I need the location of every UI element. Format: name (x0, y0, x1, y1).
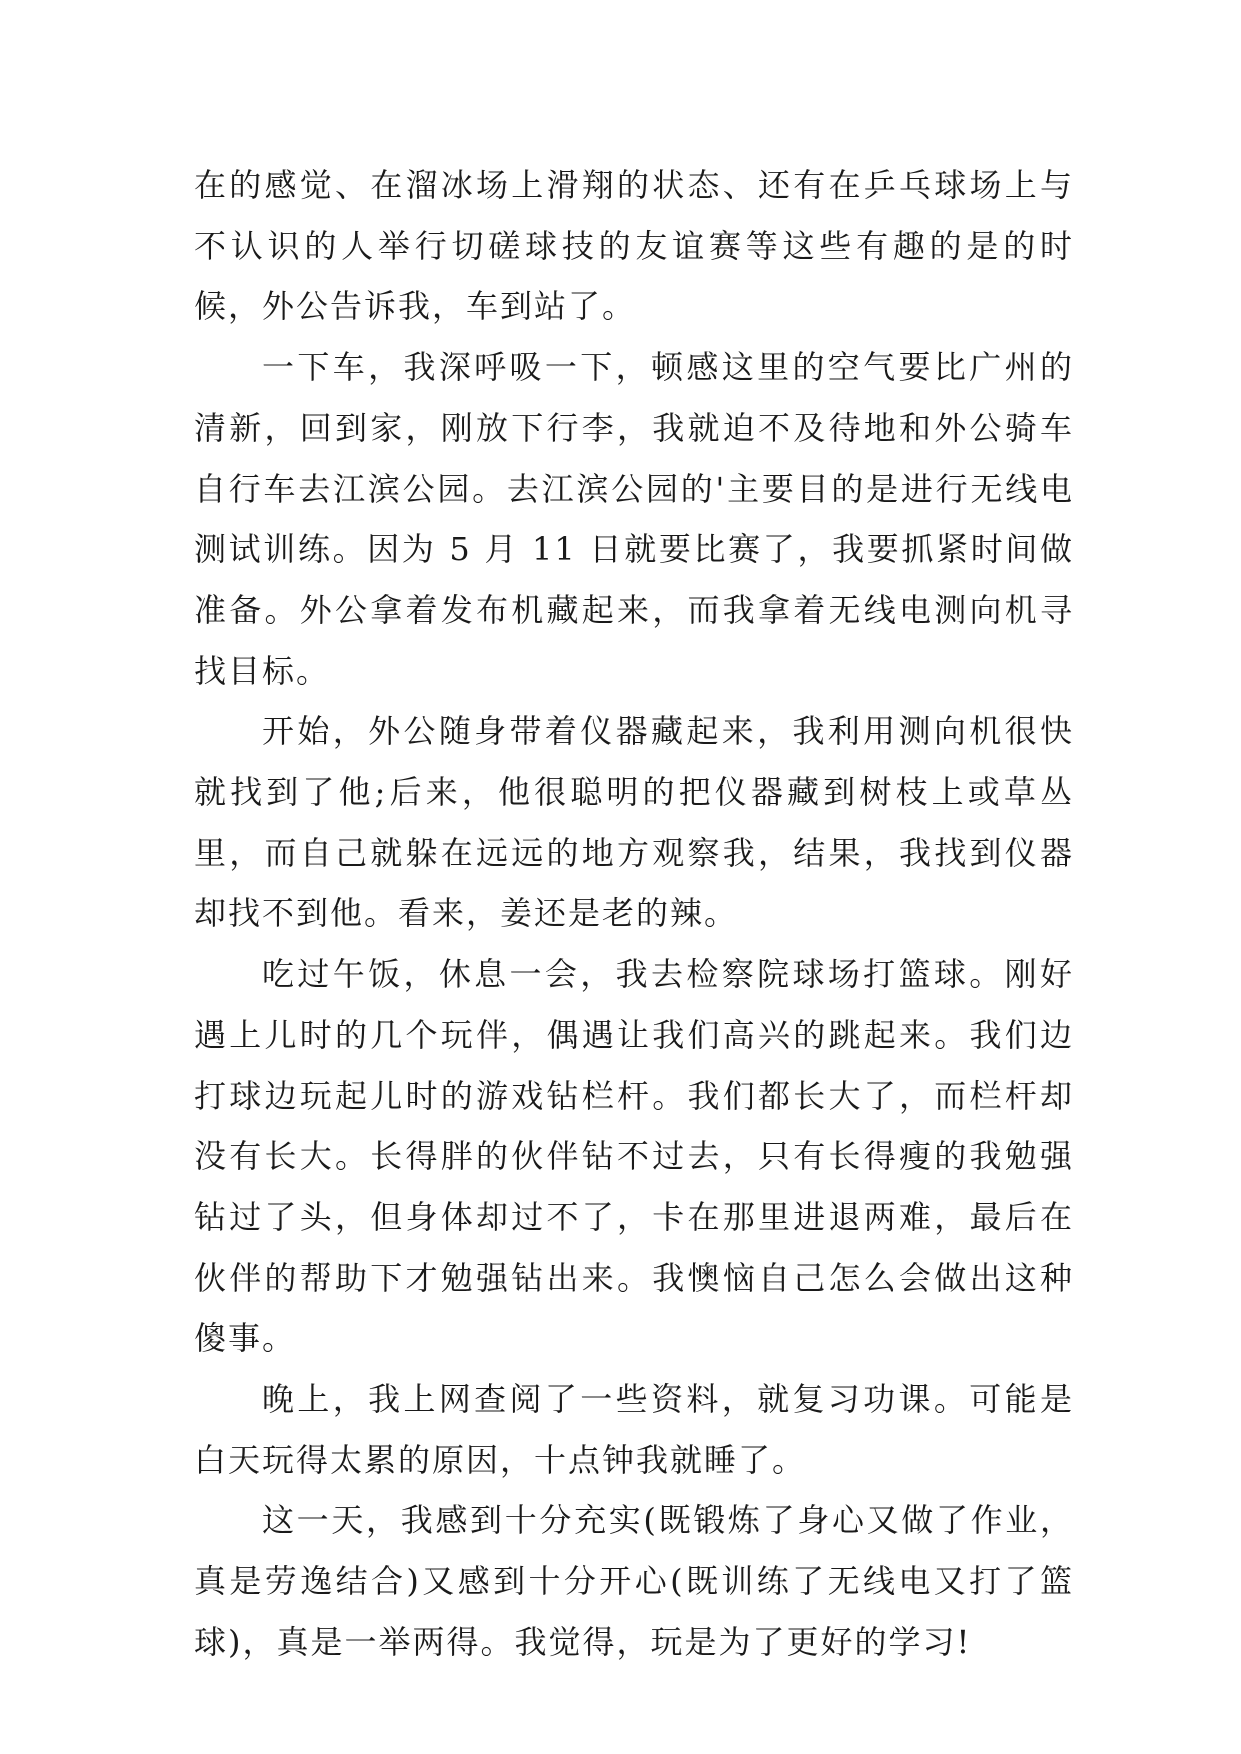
document-body (194, 155, 1074, 1673)
paragraph-2: 一下车，我深呼吸一下，顿感这里的空气要比广州的清新，回到家，刚放下行李，我就迫不及待地和外公骑车自行车去江滨公园。去江滨公园的'主要目的是进行无线电测试训练。因为 5 月 11 日就要比赛了，我要抓紧时间做准备。外公拿着发布机藏起来，而我拿着无线电测向机寻找目标。 (194, 348, 1074, 690)
paragraph-4: 吃过午饭，休息一会，我去检察院球场打篮球。刚好遇上儿时的几个玩伴，偶遇让我们高兴的跳起来。我们边打球边玩起儿时的游戏钻栏杆。我们都长大了，而栏杆却没有长大。长得胖的伙伴钻不过去，只有长得瘦的我勉强钻过了头，但身体却过不了，卡在那里进退两难，最后在伙伴的帮助下才勉强钻出来。我懊恼自己怎么会做出这种傻事。 (194, 955, 1074, 1358)
paragraph-3: 开始，外公随身带着仪器藏起来，我利用测向机很快就找到了他;后来，他很聪明的把仪器藏到树枝上或草丛里，而自己就躲在远远的地方观察我，结果，我找到仪器却找不到他。看来，姜还是老的辣。 (194, 712, 1074, 933)
paragraph-1: 在的感觉、在溜冰场上滑翔的状态、还有在乒乓球场上与不认识的人举行切磋球技的友谊赛等这些有趣的是的时候，外公告诉我，车到站了。 (194, 166, 1074, 326)
paragraph-5: 晚上，我上网查阅了一些资料，就复习功课。可能是白天玩得太累的原因，十点钟我就睡了。 (194, 1380, 1074, 1479)
paragraph-6: 这一天，我感到十分充实(既锻炼了身心又做了作业，真是劳逸结合)又感到十分开心(既训练了无线电又打了篮球)，真是一举两得。我觉得，玩是为了更好的学习! (194, 1501, 1074, 1661)
